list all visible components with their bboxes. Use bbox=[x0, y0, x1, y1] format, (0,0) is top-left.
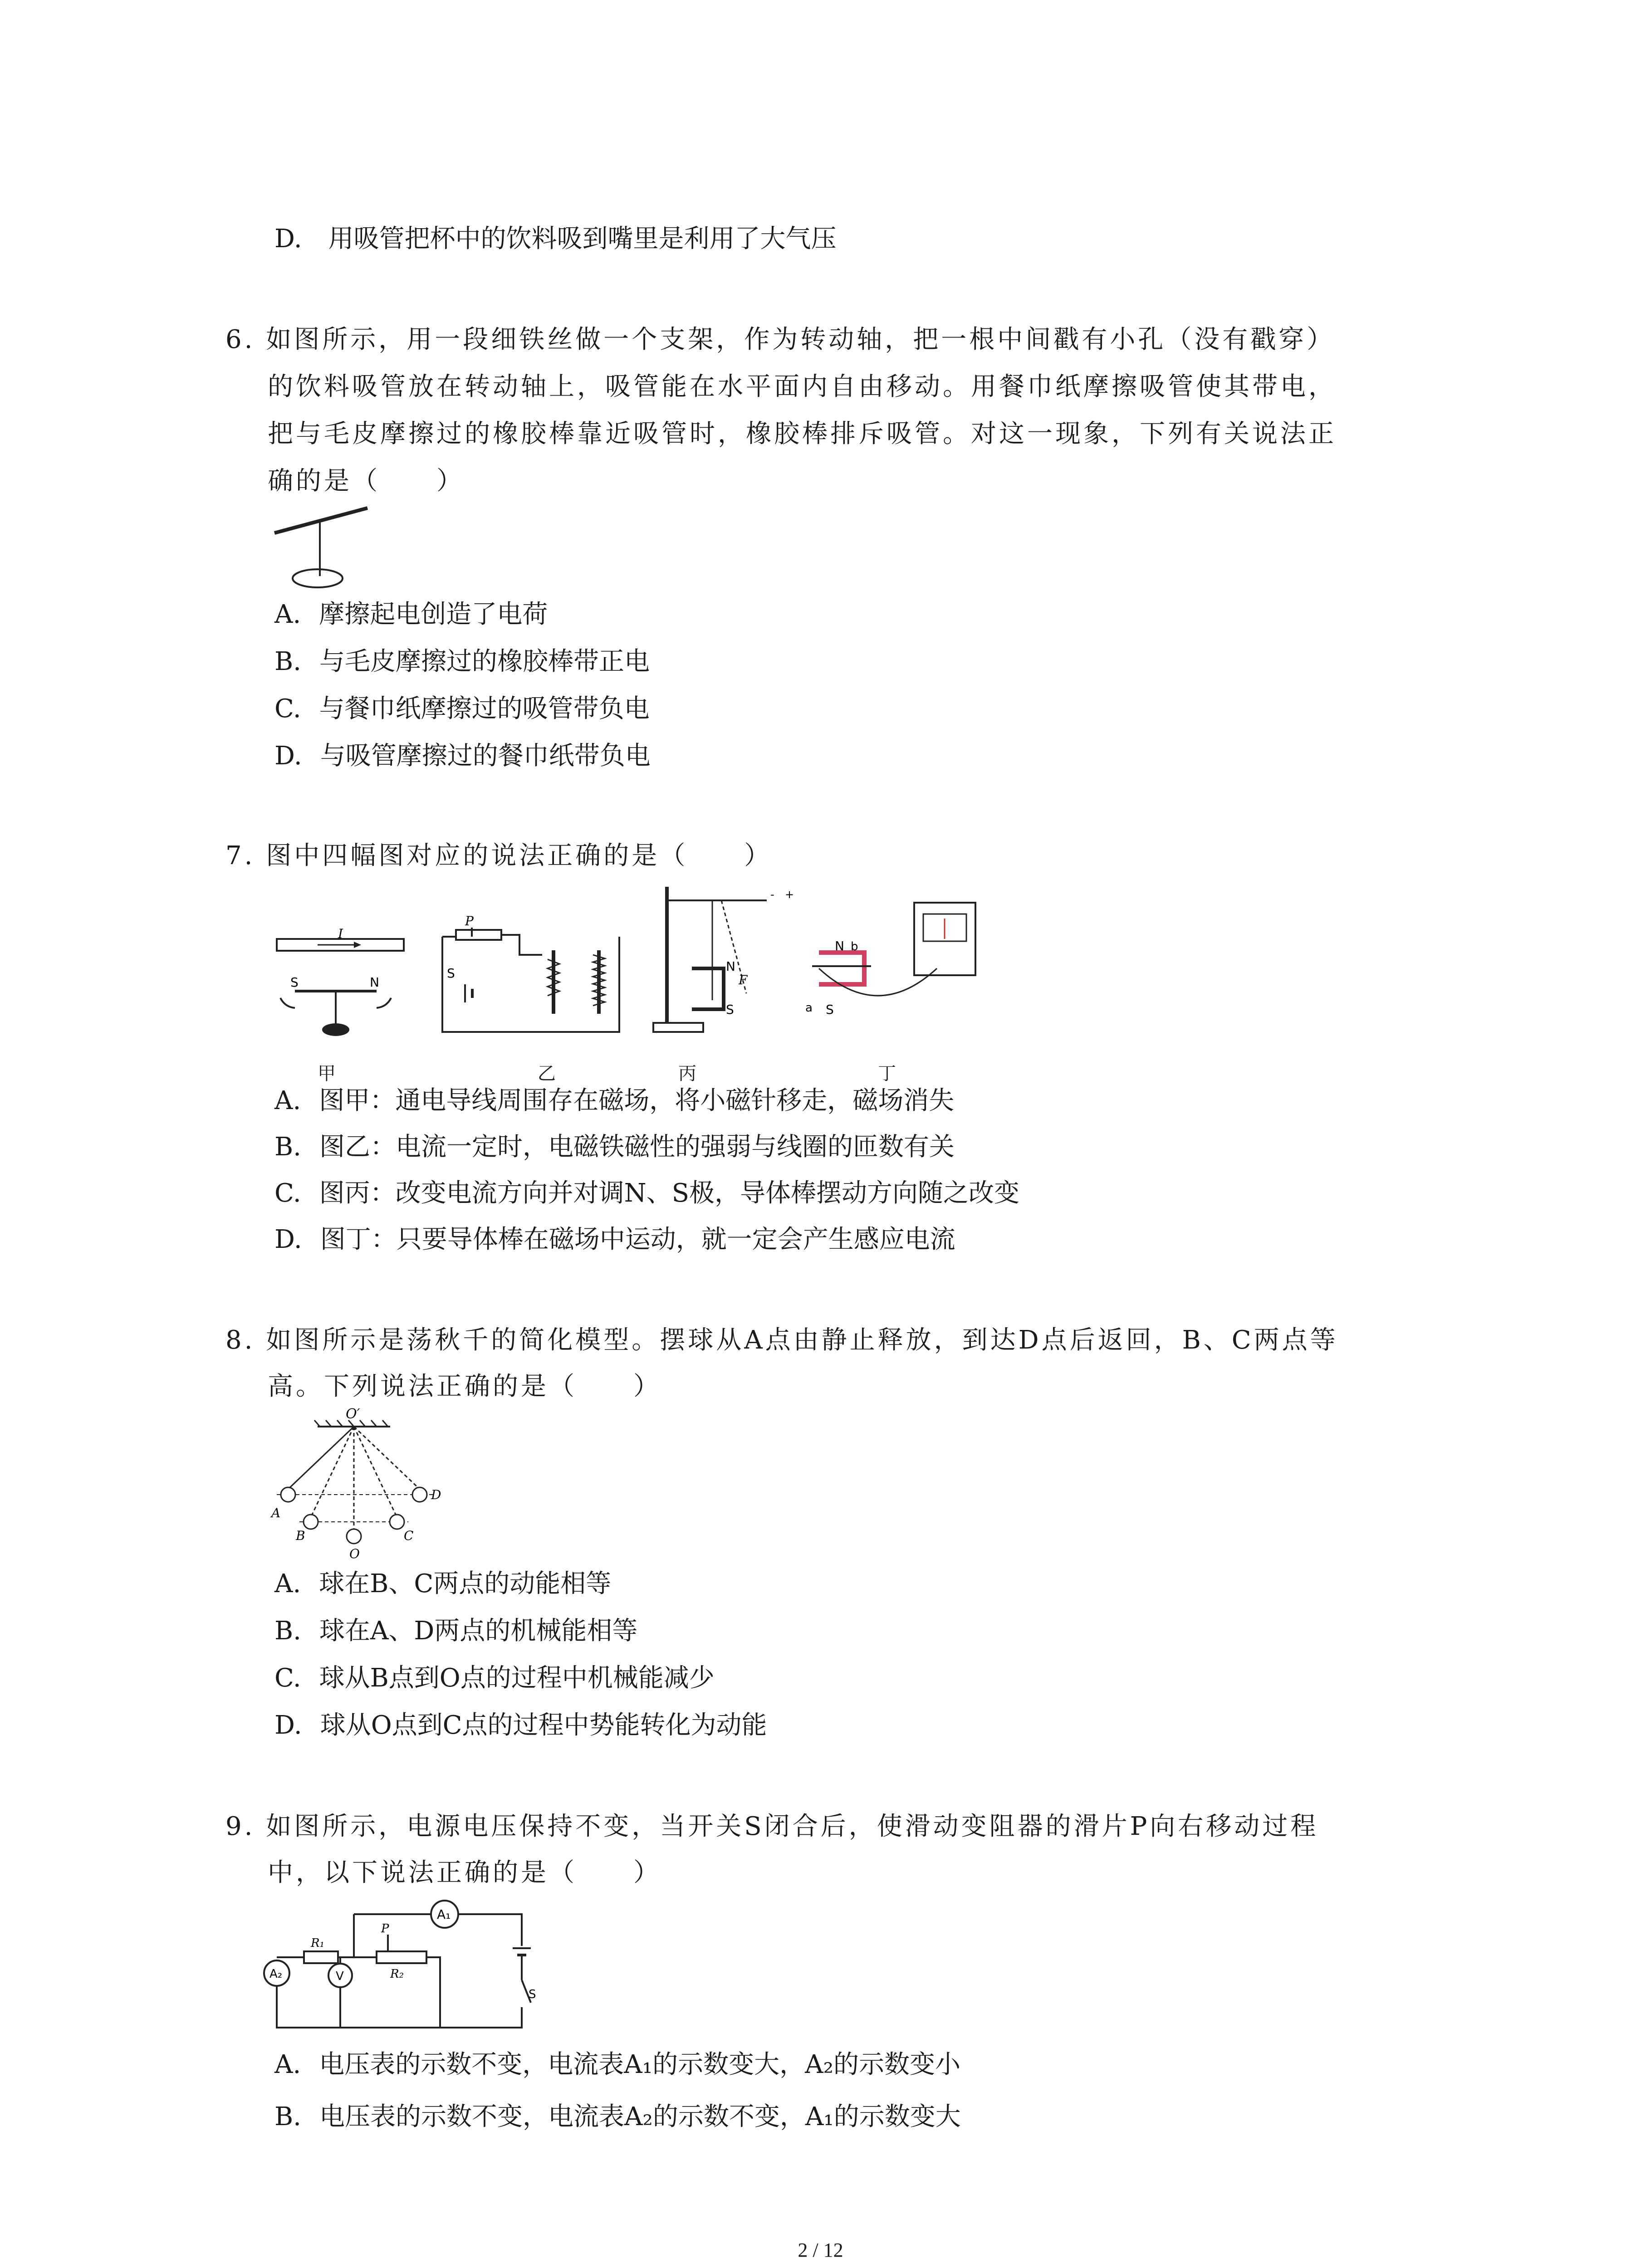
option-letter: D. bbox=[274, 1711, 302, 1740]
label-a: A bbox=[271, 1505, 281, 1520]
option-letter: D. bbox=[274, 741, 302, 771]
rotation-arrow-left bbox=[280, 998, 295, 1008]
q8-option-a bbox=[274, 1569, 611, 1598]
q9-option-b bbox=[274, 2102, 961, 2131]
q7-option-b bbox=[274, 1133, 955, 1162]
q7-figure-ding bbox=[792, 898, 991, 1043]
ball-c bbox=[390, 1515, 404, 1529]
option-text: 电压表的示数不变，电流表A₁的示数变大，A₂的示数变小 bbox=[319, 2050, 961, 2079]
option-letter: A. bbox=[274, 1569, 301, 1598]
option-letter: C. bbox=[274, 694, 301, 723]
label-switch: S bbox=[447, 966, 455, 981]
option-letter: D. bbox=[274, 224, 302, 254]
label-o-prime: O′ bbox=[346, 1406, 360, 1422]
page-number: 2 / 12 bbox=[798, 2239, 843, 2261]
q9-stem-line-1: 9. 如图所示，电源电压保持不变，当开关S闭合后，使滑动变阻器的滑片P向右移动过程 bbox=[225, 1812, 1319, 1841]
label-s: S bbox=[826, 1002, 834, 1017]
string-b bbox=[311, 1427, 354, 1517]
q6-stem-line-3: 把与毛皮摩擦过的橡胶棒靠近吸管时，橡胶棒排斥吸管。对这一现象，下列有关说法正 bbox=[268, 419, 1337, 449]
stand-base bbox=[653, 1023, 703, 1032]
needle-base bbox=[322, 1023, 349, 1036]
option-letter: C. bbox=[274, 1663, 301, 1693]
label-a: a bbox=[805, 1001, 813, 1015]
wire-segment bbox=[501, 935, 542, 955]
option-letter: D. bbox=[274, 1225, 302, 1254]
q7-option-a bbox=[274, 1086, 954, 1115]
label-minus: - bbox=[770, 888, 774, 901]
wire-bottom bbox=[277, 1973, 522, 2028]
label-p: P bbox=[381, 1922, 389, 1936]
rheostat-r2 bbox=[377, 1951, 426, 1963]
q8-option-c bbox=[274, 1664, 715, 1693]
straw-line bbox=[274, 508, 367, 533]
label-c: C bbox=[404, 1528, 414, 1543]
option-text: 与毛皮摩擦过的橡胶棒带正电 bbox=[319, 647, 650, 676]
label-n: N bbox=[726, 959, 735, 974]
option-text: 与餐巾纸摩擦过的吸管带负电 bbox=[319, 694, 650, 723]
string-d bbox=[354, 1427, 420, 1489]
option-text: 球在B、C两点的动能相等 bbox=[319, 1569, 612, 1598]
option-letter: A. bbox=[274, 1086, 301, 1115]
label-a1: A₁ bbox=[437, 1907, 451, 1922]
option-text: 与吸管摩擦过的餐巾纸带负电 bbox=[320, 741, 651, 771]
option-text: 图乙：电流一定时，电磁铁磁性的强弱与线圈的匝数有关 bbox=[319, 1132, 955, 1162]
rheostat bbox=[456, 930, 501, 940]
string-c bbox=[354, 1427, 397, 1517]
q7-figure-jia bbox=[272, 926, 408, 1043]
u-magnet bbox=[819, 953, 864, 984]
option-text: 用吸管把杯中的饮料吸到嘴里是利用了大气压 bbox=[328, 224, 837, 254]
q6-stem-line-4: 确的是（ ） bbox=[268, 466, 465, 496]
label-b: b bbox=[851, 940, 858, 953]
q5-option-d bbox=[274, 225, 837, 254]
q8-option-d bbox=[274, 1711, 767, 1740]
string-a bbox=[288, 1427, 354, 1489]
option-letter: B. bbox=[274, 1132, 301, 1162]
label-plus: + bbox=[785, 888, 794, 901]
ball-o bbox=[347, 1529, 361, 1544]
ball-b bbox=[304, 1515, 318, 1529]
q7-caption-jia: 甲 bbox=[318, 1063, 336, 1084]
q7-caption-ding: 丁 bbox=[878, 1063, 896, 1084]
q9-circuit-figure bbox=[268, 1896, 549, 2041]
label-a2: A₂ bbox=[269, 1967, 283, 1981]
label-r2: R₂ bbox=[390, 1967, 404, 1981]
wire-top-right bbox=[458, 1914, 522, 1946]
option-letter: A. bbox=[274, 2050, 301, 2079]
q6-straw-figure bbox=[265, 503, 374, 603]
label-n: N bbox=[370, 975, 379, 990]
stand-base bbox=[293, 569, 343, 587]
option-letter: B. bbox=[274, 2102, 301, 2131]
q6-stem-line-2: 的饮料吸管放在转动轴上，吸管能在水平面内自由移动。用餐巾纸摩擦吸管使其带电， bbox=[268, 372, 1337, 401]
label-p: P bbox=[465, 914, 474, 929]
q9-option-a bbox=[274, 2050, 960, 2079]
label-n: N bbox=[835, 938, 844, 953]
label-s: S bbox=[529, 1988, 536, 2001]
q8-stem-line-1: 8. 如图所示是荡秋千的简化模型。摆球从A点由静止释放，到达D点后返回，B、C两点等 bbox=[225, 1325, 1338, 1355]
option-text: 摩擦起电创造了电荷 bbox=[319, 600, 548, 629]
option-text: 球在A、D两点的机械能相等 bbox=[319, 1616, 638, 1646]
q6-option-b bbox=[274, 647, 650, 676]
q6-option-d bbox=[274, 742, 651, 771]
q7-caption-bing: 丙 bbox=[678, 1063, 696, 1084]
ball-d bbox=[412, 1487, 427, 1502]
label-s: S bbox=[290, 975, 299, 990]
label-r1: R₁ bbox=[311, 1936, 324, 1950]
option-letter: B. bbox=[274, 647, 301, 676]
option-letter: C. bbox=[274, 1178, 301, 1208]
label-s: S bbox=[726, 1002, 734, 1017]
q7-figure-yi bbox=[429, 909, 628, 1041]
resistor-r1 bbox=[304, 1951, 338, 1963]
label-i: I bbox=[338, 926, 343, 941]
wire-r2-right bbox=[426, 1957, 440, 2028]
q6-option-a bbox=[274, 600, 548, 629]
q8-option-b bbox=[274, 1617, 637, 1646]
q7-caption-yi: 乙 bbox=[538, 1063, 556, 1084]
q7-option-c bbox=[274, 1179, 1019, 1208]
option-text: 图甲：通电导线周围存在磁场，将小磁针移走，磁场消失 bbox=[319, 1086, 955, 1115]
q7-stem: 7. 图中四幅图对应的说法正确的是（ ） bbox=[225, 841, 773, 870]
q6-stem-line-1: 6. 如图所示，用一段细铁丝做一个支架，作为转动轴，把一根中间戳有小孔（没有戳穿） bbox=[225, 325, 1335, 354]
q9-stem-line-2: 中，以下说法正确的是（ ） bbox=[268, 1858, 661, 1887]
option-text: 图丙：改变电流方向并对调N、S极，导体棒摆动方向随之改变 bbox=[319, 1178, 1020, 1208]
option-text: 图丁：只要导体棒在磁场中运动，就一定会产生感应电流 bbox=[320, 1225, 955, 1254]
option-text: 球从B点到O点的过程中机械能减少 bbox=[319, 1663, 715, 1693]
option-letter: A. bbox=[274, 600, 301, 629]
lead-wire bbox=[819, 968, 937, 996]
option-letter: B. bbox=[274, 1616, 301, 1646]
label-f: F bbox=[739, 973, 748, 987]
horseshoe-magnet bbox=[692, 968, 724, 1009]
q6-option-c bbox=[274, 694, 650, 723]
current-arrowhead bbox=[354, 942, 361, 948]
option-text: 电压表的示数不变，电流表A₂的示数不变，A₁的示数变大 bbox=[319, 2102, 961, 2131]
q8-stem-line-2: 高。下列说法正确的是（ ） bbox=[268, 1372, 661, 1401]
label-d: D bbox=[431, 1487, 441, 1502]
label-v: V bbox=[336, 1970, 344, 1983]
q8-swing-figure bbox=[268, 1408, 458, 1563]
rotation-arrow-right bbox=[377, 998, 391, 1008]
q7-option-d bbox=[274, 1225, 955, 1254]
label-o: O bbox=[349, 1546, 360, 1561]
q7-figure-bing bbox=[649, 878, 803, 1041]
ball-a bbox=[281, 1487, 295, 1502]
label-b: B bbox=[296, 1528, 305, 1543]
option-text: 球从O点到C点的过程中势能转化为动能 bbox=[320, 1711, 767, 1740]
